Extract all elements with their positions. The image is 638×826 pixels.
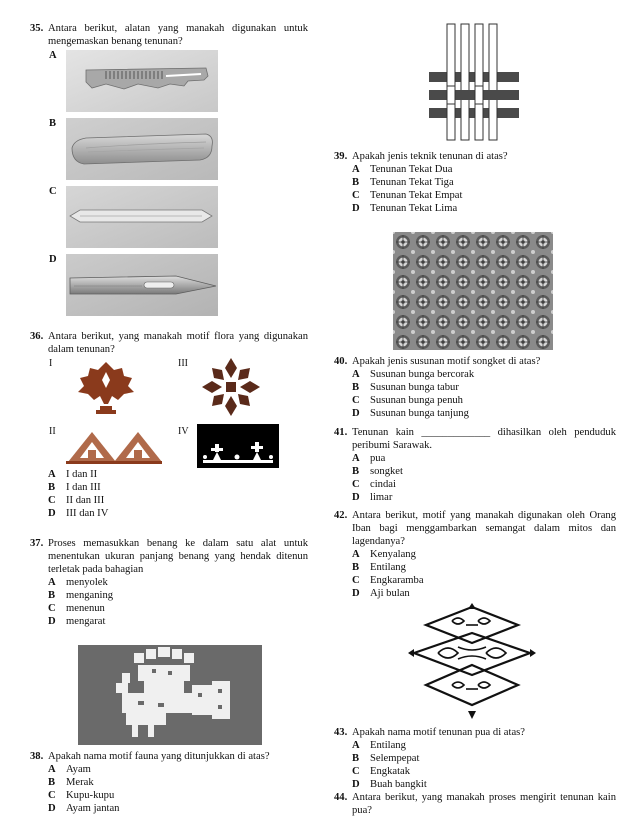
pua-motif-image [408, 603, 536, 719]
option-letter: D [48, 508, 56, 519]
question-text: Antara berikut, yang manakah proses mengirit tenunan kain pua? [352, 792, 616, 816]
option-letter: C [48, 495, 56, 506]
weaving-shuttle-image [66, 186, 218, 248]
option-a[interactable] [48, 576, 308, 589]
option-text: Tenunan Tekat Empat [370, 190, 463, 201]
option-text: Engkaramba [370, 575, 424, 586]
option-c[interactable] [352, 189, 616, 202]
option-text: Aji bulan [370, 588, 410, 599]
option-text: menganing [66, 590, 114, 601]
option-label-b: B [49, 118, 57, 129]
option-letter: B [48, 482, 56, 493]
question-text: Apakah jenis susunan motif songket di atas? [352, 356, 541, 367]
question-text: Antara berikut, alatan yang manakah digunakan untuk mengemaskan benang tenunan? [48, 23, 308, 47]
question-39 [334, 150, 616, 215]
weaving-comb-image [66, 50, 218, 112]
option-d[interactable] [352, 407, 616, 420]
option-label-d: D [49, 254, 57, 265]
option-letter: D [352, 588, 360, 599]
option-text: Susunan bunga tanjung [370, 408, 469, 419]
option-a[interactable] [48, 763, 308, 776]
option-letter: B [48, 777, 56, 788]
question-37 [30, 537, 308, 628]
option-text: Tenunan Tekat Dua [370, 164, 453, 175]
option-c[interactable] [352, 478, 616, 491]
option-text: III dan IV [66, 508, 109, 519]
question-38 [30, 750, 308, 815]
option-text: Buah bangkit [370, 779, 427, 790]
question-35-stem [30, 22, 308, 48]
triangle-motif-image [66, 428, 162, 464]
question-text: Apakah jenis teknik tenunan di atas? [352, 151, 508, 162]
option-letter: A [352, 549, 360, 560]
option-letter: C [352, 395, 360, 406]
option-letter: B [352, 466, 360, 477]
question-35 [30, 22, 308, 48]
question-number: 42. [334, 510, 348, 521]
option-text: menenun [66, 603, 105, 614]
option-text: Merak [66, 777, 94, 788]
option-letter: A [48, 577, 56, 588]
option-text: Selempepat [370, 753, 420, 764]
option-c[interactable] [48, 789, 308, 802]
option-text: Ayam jantan [66, 803, 120, 814]
question-39-stem [334, 150, 616, 163]
option-a[interactable] [48, 468, 300, 481]
question-number: 38. [30, 751, 44, 762]
option-a[interactable] [352, 452, 616, 465]
question-text: Apakah nama motif fauna yang ditunjukkan di atas? [48, 751, 270, 762]
option-text: Susunan bunga penuh [370, 395, 463, 406]
option-text: Entilang [370, 740, 406, 751]
option-letter: A [352, 740, 360, 751]
option-text: limar [370, 492, 393, 503]
weaving-board-image [66, 118, 218, 180]
option-b[interactable] [352, 465, 616, 478]
option-label-a: A [49, 50, 57, 61]
option-text: I dan II [66, 469, 98, 480]
option-c[interactable] [352, 394, 616, 407]
question-36 [30, 330, 308, 356]
question-42-stem [334, 509, 616, 548]
option-text: menyolek [66, 577, 108, 588]
question-text: Tenunan kain _____________ dihasilkan oleh penduduk peribumi Sarawak. [352, 427, 616, 451]
question-41-stem [334, 426, 616, 452]
option-letter: A [352, 369, 360, 380]
option-c[interactable] [352, 765, 616, 778]
option-text: Kenyalang [370, 549, 416, 560]
option-d[interactable] [352, 778, 616, 791]
option-text: Ayam [66, 764, 91, 775]
option-a[interactable] [352, 739, 616, 752]
option-a[interactable] [352, 368, 616, 381]
option-a[interactable] [352, 163, 616, 176]
leaf-motif-image [74, 360, 138, 416]
option-d[interactable] [352, 587, 616, 600]
roman-label-iii: III [178, 358, 188, 369]
option-letter: D [48, 803, 56, 814]
question-43-stem [334, 726, 616, 739]
option-letter: C [352, 479, 360, 490]
option-b[interactable] [352, 752, 616, 765]
question-number: 39. [334, 151, 348, 162]
option-b[interactable] [48, 776, 308, 789]
option-letter: D [352, 779, 360, 790]
question-36-options [30, 468, 300, 520]
question-number: 41. [334, 427, 348, 438]
option-letter: C [352, 575, 360, 586]
peacock-motif-image [78, 645, 262, 745]
option-d[interactable] [352, 491, 616, 504]
question-text: Apakah nama motif tenunan pua di atas? [352, 727, 525, 738]
roman-label-i: I [49, 358, 53, 369]
question-number: 37. [30, 538, 44, 549]
option-letter: C [48, 603, 56, 614]
option-letter: A [352, 453, 360, 464]
question-38-stem [30, 750, 308, 763]
roman-label-iv: IV [178, 426, 189, 437]
option-text: Susunan bunga tabur [370, 382, 459, 393]
option-letter: D [352, 203, 360, 214]
question-40-stem [334, 355, 616, 368]
option-letter: D [352, 408, 360, 419]
flower-motif-image [200, 356, 262, 418]
option-letter: B [48, 590, 56, 601]
option-letter: D [352, 492, 360, 503]
option-letter: C [352, 190, 360, 201]
option-letter: B [352, 177, 360, 188]
option-text: pua [370, 453, 386, 464]
question-40 [334, 355, 616, 420]
question-36-stem [30, 330, 308, 356]
question-text: Antara berikut, yang manakah motif flora yang digunakan dalam tenunan? [48, 331, 308, 355]
option-c[interactable] [48, 602, 308, 615]
option-a[interactable] [352, 548, 616, 561]
option-d[interactable] [48, 802, 308, 815]
question-37-stem [30, 537, 308, 576]
option-letter: D [48, 616, 56, 627]
option-text: I dan III [66, 482, 101, 493]
option-text: cindai [370, 479, 396, 490]
option-text: Engkatak [370, 766, 411, 777]
option-letter: B [352, 753, 360, 764]
weaving-needle-image [66, 254, 218, 316]
question-44-stem [334, 791, 616, 817]
option-b[interactable] [352, 176, 616, 189]
option-letter: A [352, 164, 360, 175]
border-motif-image [197, 424, 279, 468]
question-number: 35. [30, 23, 44, 34]
option-letter: C [48, 790, 56, 801]
option-d[interactable] [48, 507, 300, 520]
option-d[interactable] [352, 202, 616, 215]
option-text: Kupu-kupu [66, 790, 115, 801]
option-b[interactable] [352, 381, 616, 394]
question-44 [334, 791, 616, 817]
question-43 [334, 726, 616, 791]
question-number: 36. [30, 331, 44, 342]
option-text: Tenunan Tekat Lima [370, 203, 458, 214]
option-b[interactable] [48, 481, 300, 494]
option-b[interactable] [48, 589, 308, 602]
weave-technique-image [423, 20, 523, 144]
option-letter: B [352, 562, 360, 573]
option-text: mengarat [66, 616, 106, 627]
question-42 [334, 509, 616, 600]
question-text: Antara berikut, motif yang manakah digunakan oleh Orang Iban bagi menggambarkan semangat dalam mitos dan lagendanya? [352, 510, 616, 547]
option-b[interactable] [352, 561, 616, 574]
option-d[interactable] [48, 615, 308, 628]
question-number: 43. [334, 727, 348, 738]
option-text: Tenunan Tekat Tiga [370, 177, 454, 188]
question-number: 44. [334, 792, 348, 803]
option-label-c: C [49, 186, 57, 197]
option-text: songket [370, 466, 403, 477]
question-text: Proses memasukkan benang ke dalam satu alat untuk menentukan ukuran panjang benang yang hendak ditenun terletak pada bahagian [48, 538, 308, 575]
option-text: Entilang [370, 562, 406, 573]
question-number: 40. [334, 356, 348, 367]
option-text: Susunan bunga bercorak [370, 369, 475, 380]
option-text: II dan III [66, 495, 105, 506]
option-letter: B [352, 382, 360, 393]
option-letter: C [352, 766, 360, 777]
option-c[interactable] [352, 574, 616, 587]
option-letter: A [48, 764, 56, 775]
question-41 [334, 426, 616, 504]
roman-label-ii: II [49, 426, 56, 437]
option-c[interactable] [48, 494, 300, 507]
songket-pattern-image [393, 232, 553, 350]
option-letter: A [48, 469, 56, 480]
